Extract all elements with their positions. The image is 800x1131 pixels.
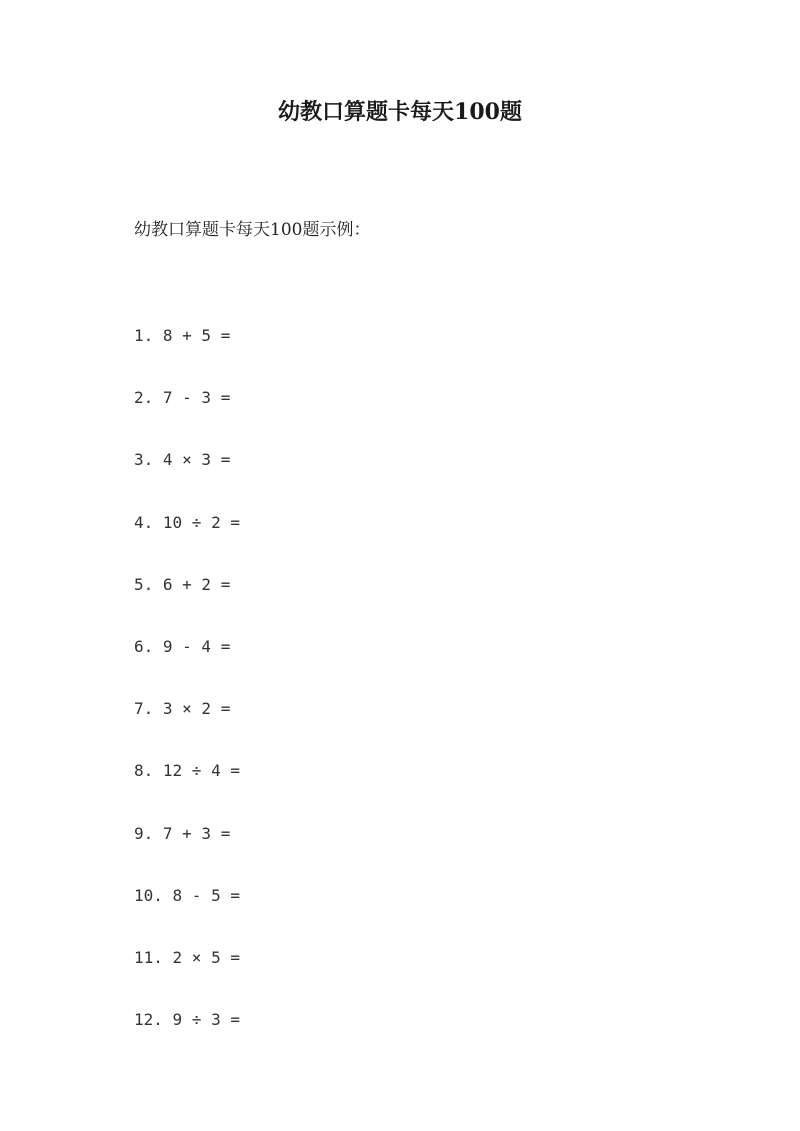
problem-item: 1. 8 + 5 = [134, 326, 231, 345]
problem-item: 12. 9 ÷ 3 = [134, 1010, 240, 1030]
problem-item: 11. 2 × 5 = [134, 947, 240, 967]
problem-list [134, 322, 240, 1068]
problem-item: 3. 4 × 3 = [134, 450, 231, 470]
intro-text: 幼教口算题卡每天100题示例： [134, 220, 371, 240]
problem-item: 9. 7 + 3 = [134, 823, 231, 843]
problem-item: 7. 3 × 2 = [134, 699, 231, 719]
problem-item: 2. 7 - 3 = [134, 388, 231, 408]
problem-item: 10. 8 - 5 = [134, 885, 240, 905]
problem-item: 4. 10 ÷ 2 = [134, 512, 240, 532]
page-title: 幼教口算题卡每天100题 [278, 99, 522, 125]
problem-item: 5. 6 + 2 = [134, 574, 231, 594]
problem-item: 6. 9 - 4 = [134, 636, 231, 656]
problem-item: 8. 12 ÷ 4 = [134, 761, 240, 781]
